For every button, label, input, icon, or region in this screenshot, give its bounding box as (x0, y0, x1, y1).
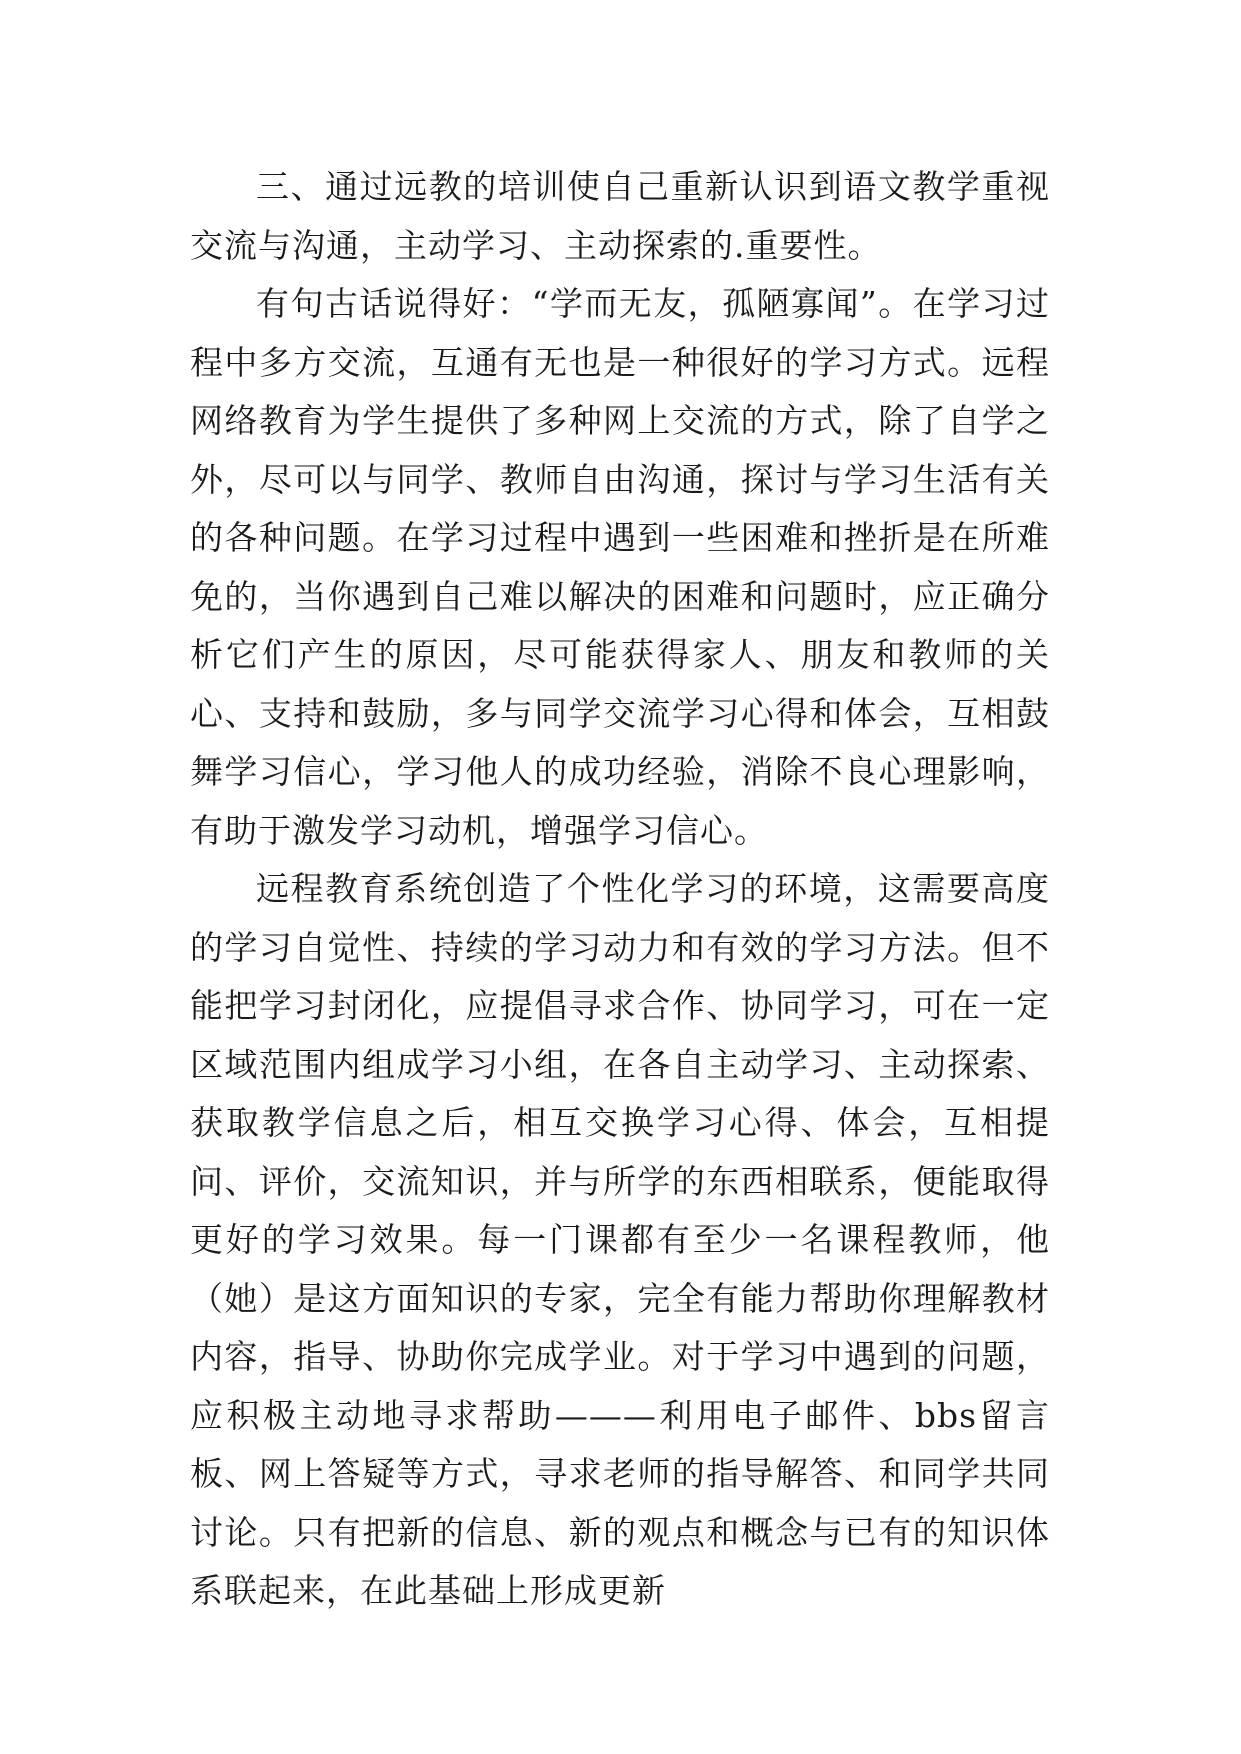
paragraph: 远程教育系统创造了个性化学习的环境，这需要高度的学习自觉性、持续的学习动力和有效的学习方法。但不能把学习封闭化，应提倡寻求合作、协同学习，可在一定区域范围内组成学习小组，在各自主动学习、主动探索、获取教学信息之后，相互交换学习心得、体会，互相提问、评价，交流知识，并与所学的东西相联系，便能取得更好的学习效果。每一门课都有至少一名课程教师，他（她）是这方面知识的专家，完全有能力帮助你理解教材内容，指导、协助你完成学业。对于学习中遇到的问题，应积极主动地寻求帮助———利用电子邮件、bbs留言板、网上答疑等方式，寻求老师的指导解答、和同学共同讨论。只有把新的信息、新的观点和概念与已有的知识体系联起来，在此基础上形成更新 (190, 869, 1050, 1610)
document-body (190, 158, 1050, 1621)
paragraph: 有句古话说得好：“学而无友，孤陋寡闻”。在学习过程中多方交流，互通有无也是一种很好的学习方式。远程网络教育为学生提供了多种网上交流的方式，除了自学之外，尽可以与同学、教师自由沟通，探讨与学习生活有关的各种问题。在学习过程中遇到一些困难和挫折是在所难免的，当你遇到自己难以解决的困难和问题时，应正确分析它们产生的原因，尽可能获得家人、朋友和教师的关心、支持和鼓励，多与同学交流学习心得和体会，互相鼓舞学习信心，学习他人的成功经验，消除不良心理影响，有助于激发学习动机，增强学习信心。 (190, 284, 1050, 850)
paragraph-heading: 三、通过远教的培训使自己重新认识到语文教学重视交流与沟通，主动学习、主动探索的.重要性。 (190, 167, 1050, 265)
